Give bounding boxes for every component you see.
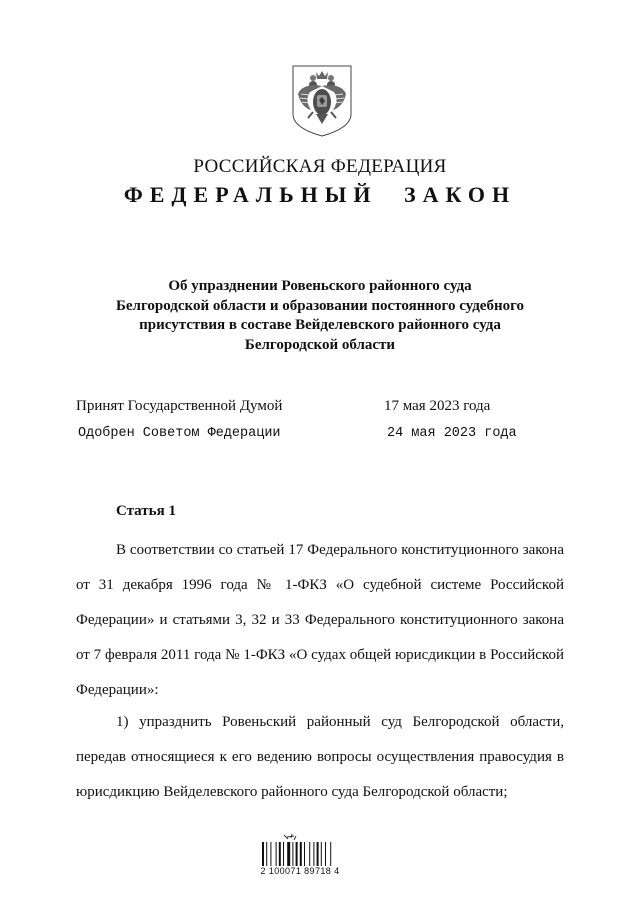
law-subject-line: Белгородской области — [244, 336, 396, 353]
law-subject-line: присутствия в составе Вейделевского районного суда — [139, 317, 501, 333]
law-subject-line: Об упразднении Ровеньского районного суда — [168, 278, 472, 294]
country-title: РОССИЙСКАЯ ФЕДЕРАЦИЯ — [193, 156, 447, 177]
law-type-title: ФЕДЕРАЛЬНЫЙ ЗАКОН — [123, 182, 517, 207]
duma-adoption-date: 17 мая 2023 года — [384, 398, 491, 414]
duma-adoption-label: Принят Государственной Думой — [76, 398, 283, 414]
law-subject — [90, 277, 550, 355]
council-approval-label: Одобрен Советом Федерации — [78, 426, 281, 441]
article-heading: Статья 1 — [116, 503, 176, 519]
law-subject-line: Белгородской области и образовании постоянного судебного — [115, 297, 525, 314]
council-approval-date: 24 мая 2023 года — [387, 426, 517, 441]
russian-coat-of-arms-icon — [291, 64, 353, 138]
article-paragraph: 1) упразднить Ровеньский районный суд Белгородской области, передав относящиеся к его ведению вопросы осуществления правосудия в юрисдикцию Вейделевского районного суда Белгородской области; — [76, 714, 564, 800]
article-paragraph: В соответствии со статьей 17 Федерального конституционного закона от 31 декабря 1996 года № 1-ФКЗ «О судебной системе Российской Федерации» и статьями 3, 32 и 33 Федерального конституционного закона от 7 февраля 2011 года № 1-ФКЗ «О судах общей юрисдикции в Российской Федерации»: — [76, 542, 564, 698]
barcode-number: 2 100071 89718 4 — [260, 866, 340, 876]
